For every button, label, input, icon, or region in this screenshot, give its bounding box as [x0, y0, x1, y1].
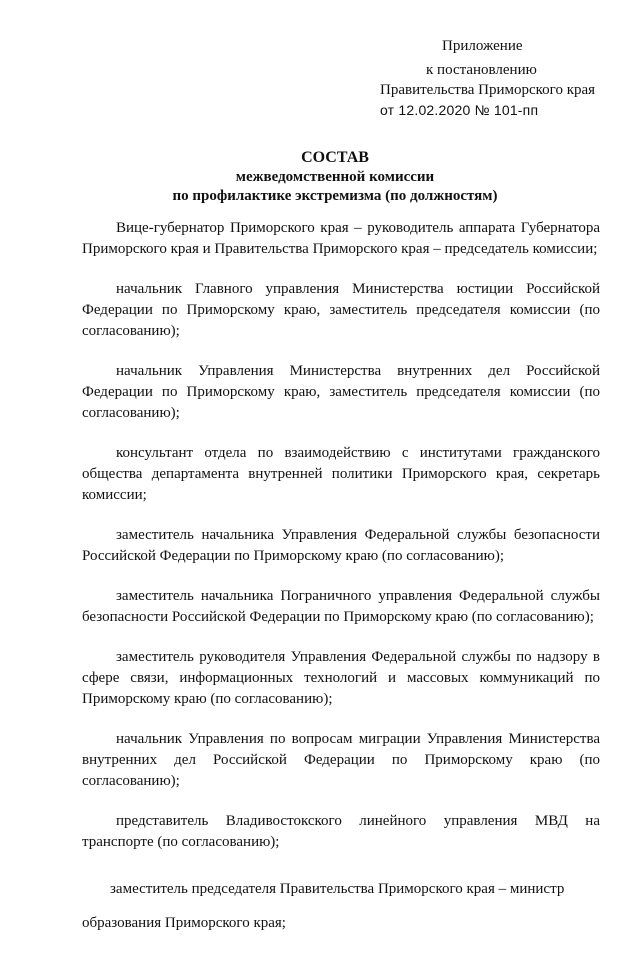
government-name: Правительства Приморского края — [380, 82, 596, 98]
member-item: заместитель председателя Правительства Приморского края – министр образования Приморского края; — [82, 881, 565, 931]
appendix-header — [380, 36, 620, 120]
member-item: заместитель начальника Управления Федеральной службы безопасности Российской Федерации по Приморскому краю (по согласованию); — [82, 527, 600, 564]
members-list — [82, 218, 600, 959]
appendix-label: Приложение — [442, 38, 523, 54]
member-item: представитель Владивостокского линейного управления МВД на транспорте (по согласованию); — [82, 813, 600, 850]
title-line-2: межведомственной комиссии — [235, 169, 435, 185]
member-item: Вице-губернатор Приморского края – руководитель аппарата Губернатора Приморского края и Правительства Приморского края – председатель комиссии; — [82, 220, 600, 257]
member-item: начальник Главного управления Министерства юстиции Российской Федерации по Приморскому краю, заместитель председателя комиссии (по согласованию); — [82, 281, 600, 339]
title-line-3: по профилактике экстремизма (по должностям) — [172, 188, 498, 204]
date-number: от 12.02.2020 № 101-пп — [380, 102, 539, 118]
member-item: начальник Управления Министерства внутренних дел Российской Федерации по Приморскому краю, заместитель председателя комиссии (по согласованию); — [82, 363, 600, 421]
document-title — [0, 148, 640, 206]
member-item: заместитель начальника Пограничного управления Федеральной службы безопасности Российской Федерации по Приморскому краю (по согласованию); — [82, 588, 600, 625]
title-main: СОСТАВ — [301, 149, 369, 166]
member-item: начальник Управления по вопросам миграции Управления Министерства внутренних дел Российской Федерации по Приморскому краю (по согласованию); — [82, 731, 600, 789]
resolution-ref: к постановлению — [426, 62, 537, 78]
member-item: заместитель руководителя Управления Федеральной службы по надзору в сфере связи, информационных технологий и массовых коммуникаций по Приморскому краю (по согласованию); — [82, 649, 600, 707]
member-item: консультант отдела по взаимодействию с институтами гражданского общества департамента внутренней политики Приморского края, секретарь комиссии; — [82, 445, 600, 503]
